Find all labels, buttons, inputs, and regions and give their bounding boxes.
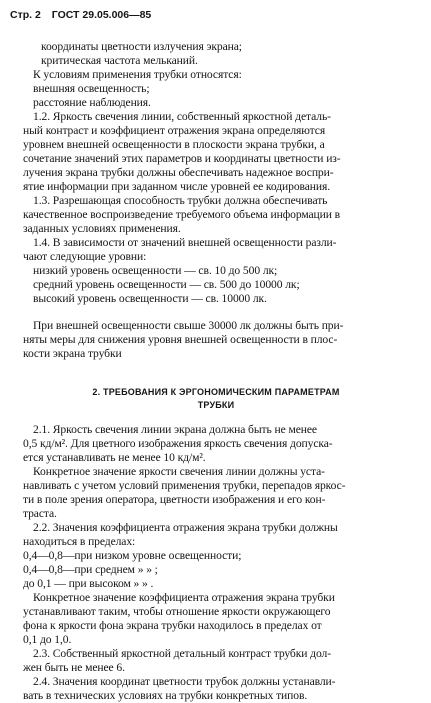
text-line: 0,5 кд/м². Для цветного изображения яркость свечения допуска- — [23, 437, 333, 450]
text-line: высокий уровень освещенности — св. 10000 лк. — [33, 292, 267, 305]
text-line: К условиям применения трубки относятся: — [33, 68, 242, 81]
text-line: няты меры для снижения уровня внешней освещенности в плос- — [23, 333, 338, 346]
text-line: навливать с учетом условий применения трубки, перепадов яркос- — [23, 479, 346, 492]
text-line: При внешней освещенности свыше 30000 лк должны быть при- — [33, 319, 344, 332]
text-line: 2.1. Яркость свечения линии экрана должна быть не менее — [33, 423, 317, 436]
text-line: средний уровень освещенности — св. 500 до 10000 лк; — [33, 278, 300, 291]
text-line: находиться в пределах: — [23, 535, 136, 548]
text-line: лучения экрана трубки должны обеспечивать надежное воспри- — [23, 166, 334, 179]
section-heading: ТРУБКИ — [197, 400, 235, 410]
page-header — [10, 8, 421, 22]
text-line: вать в технических условиях на трубки конкретных типов. — [23, 689, 308, 702]
text-line: уровнем внешней освещенности в плоскости экрана трубки, а — [23, 138, 325, 151]
text-line: фона к яркости фона экрана трубки находилось в пределах от — [23, 619, 322, 632]
text-line: 2.3. Собственный яркостной детальный контраст трубки дол- — [33, 647, 331, 660]
text-line: 2.4. Значения координат цветности трубок должны устанавли- — [33, 675, 336, 688]
text-line: кости экрана трубки — [23, 347, 122, 360]
text-line: 1.2. Яркость свечения линии, собственный яркостной деталь- — [33, 110, 331, 123]
text-line: 1.4. В зависимости от значений внешней освещенности разли- — [33, 236, 337, 249]
text-line: Конкретное значение яркости свечения линии должны уста- — [33, 465, 325, 478]
text-line: расстояние наблюдения. — [33, 96, 151, 109]
text-line: чают следующие уровни: — [23, 250, 147, 263]
page-number: Стр. 2 — [10, 9, 41, 21]
text-line: ятие информации при заданном числе уровней ее кодирования. — [23, 180, 331, 193]
text-line: ный контраст и коэффициент отражения экрана определяются — [23, 124, 326, 137]
text-line: низкий уровень освещенности — св. 10 до 500 лк; — [33, 264, 278, 277]
text-line: жен быть не менее 6. — [23, 661, 125, 674]
text-line: качественное воспроизведение требуемого объема информации в — [23, 208, 341, 221]
text-line: ти в поле зрения оператора, цветности изображения и его кон- — [23, 493, 326, 506]
section-heading: 2. ТРЕБОВАНИЯ К ЭРГОНОМИЧЕСКИМ ПАРАМЕТРАМ — [92, 387, 340, 397]
text-line: 0,4—0,8—при низком уровне освещенности; — [23, 549, 242, 562]
standard-code: ГОСТ 29.05.006—85 — [51, 9, 152, 21]
text-line: Конкретное значение коэффициента отражения экрана трубки — [33, 591, 335, 604]
text-line: заданных условиях применения. — [23, 222, 181, 235]
text-line: устанавливают таким, чтобы отношение яркости окружающего — [23, 605, 331, 618]
text-line: до 0,1 — при высоком » » . — [23, 577, 154, 590]
text-line: ется устанавливать не менее 10 кд/м². — [23, 451, 206, 464]
text-line: 1.3. Разрешающая способность трубки должна обеспечивать — [33, 194, 328, 207]
text-line: координаты цветности излучения экрана; — [41, 40, 242, 53]
text-line: внешняя освещенность; — [33, 82, 150, 95]
text-line: сочетание значений этих параметров и координаты цветности из- — [23, 152, 341, 165]
text-line: 2.2. Значения коэффициента отражения экрана трубки должны — [33, 521, 338, 534]
page-body — [23, 40, 409, 703]
text-line: траста. — [23, 507, 57, 520]
text-line: 0,4—0,8—при среднем » » ; — [23, 563, 158, 576]
text-line: критическая частота мельканий. — [41, 54, 198, 67]
text-line: 0,1 до 1,0. — [23, 633, 72, 646]
